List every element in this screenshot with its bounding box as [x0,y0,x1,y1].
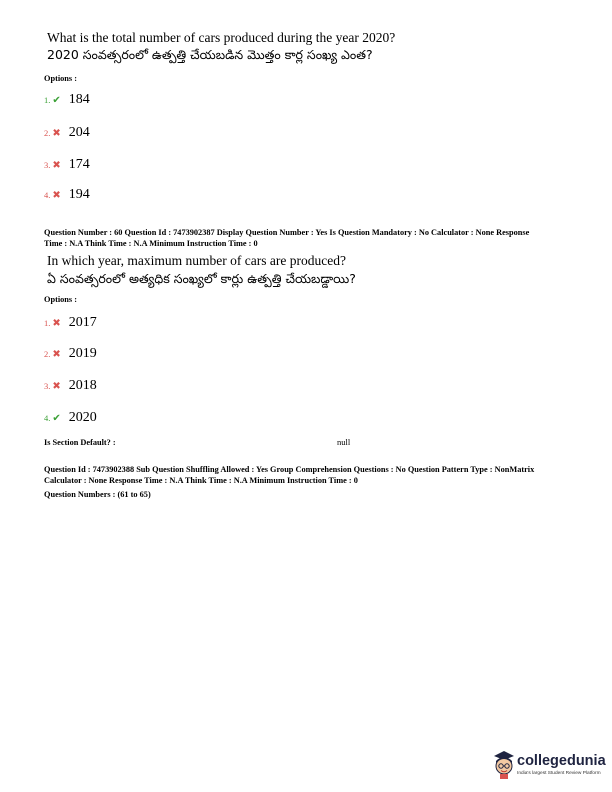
q60-option-2 [44,344,97,362]
q59-option-2 [44,123,90,141]
option-number: 1. [44,95,51,105]
option-value: 2019 [68,346,97,361]
next-meta-line-2: Calculator : None Response Time : N.A Think Time : N.A Minimum Instruction Time : 0 [44,476,358,485]
check-icon: ✔ [52,413,61,424]
cross-icon: ✖ [52,128,61,139]
option-number: 3. [44,160,51,170]
option-value: 184 [68,92,90,107]
option-value: 204 [68,125,90,140]
option-value: 2018 [68,378,97,393]
q59-question-telugu: 2020 సంవత్సరంలో ఉత్పత్తి చేయబడిన మొత్తం కార్ల సంఖ్య ఎంత? [47,47,373,62]
cross-icon: ✖ [52,160,61,171]
cross-icon: ✖ [52,318,61,329]
option-number: 4. [44,190,51,200]
logo-name: collegedunia [517,753,606,769]
q60-meta-line-2: Time : N.A Think Time : N.A Minimum Instruction Time : 0 [44,239,258,248]
option-number: 2. [44,128,51,138]
option-number: 2. [44,349,51,359]
cross-icon: ✖ [52,190,61,201]
check-icon: ✔ [52,95,61,106]
q59-option-1 [44,90,90,108]
cross-icon: ✖ [52,349,61,360]
section-default-value: null [337,437,351,447]
next-question-meta [44,464,584,500]
q60-option-4 [44,408,97,426]
cross-icon: ✖ [52,381,61,392]
q60-meta-line-1: Question Number : 60 Question Id : 7473902387 Display Question Number : Yes Is Question Mandatory : No Calculator : None Response [44,228,530,237]
option-number: 3. [44,381,51,391]
q60-question-english: In which year, maximum number of cars are produced? [47,253,346,268]
q59-question-english: What is the total number of cars produced during the year 2020? [47,30,396,45]
collegedunia-logo [493,747,608,783]
q59-option-4 [44,185,90,203]
option-value: 2017 [68,315,97,330]
section-default-label: Is Section Default? : [44,438,116,447]
logo-tagline: India's largest Student Review Platform [517,771,601,776]
q59-option-3 [44,155,90,173]
q60-question-telugu: ఏ సంవత్సరంలో అత్యధిక సంఖ్యలో కార్లు ఉత్పత్తి చేయబడ్డాయి? [47,271,356,286]
q60-options-label: Options : [44,295,77,304]
next-meta-line-1: Question Id : 7473902388 Sub Question Shuffling Allowed : Yes Group Comprehension Questions : No Question Pattern Type : NonMatrix [44,465,535,474]
q59-options-label: Options : [44,74,77,83]
option-number: 4. [44,413,51,423]
graduate-mascot-icon [493,749,515,779]
q60-option-1 [44,313,97,331]
option-value: 2020 [68,410,97,425]
option-number: 1. [44,318,51,328]
q60-meta [44,227,574,249]
question-numbers: Question Numbers : (61 to 65) [44,490,151,499]
option-value: 194 [68,187,90,202]
option-value: 174 [68,157,90,172]
q60-option-3 [44,376,97,394]
